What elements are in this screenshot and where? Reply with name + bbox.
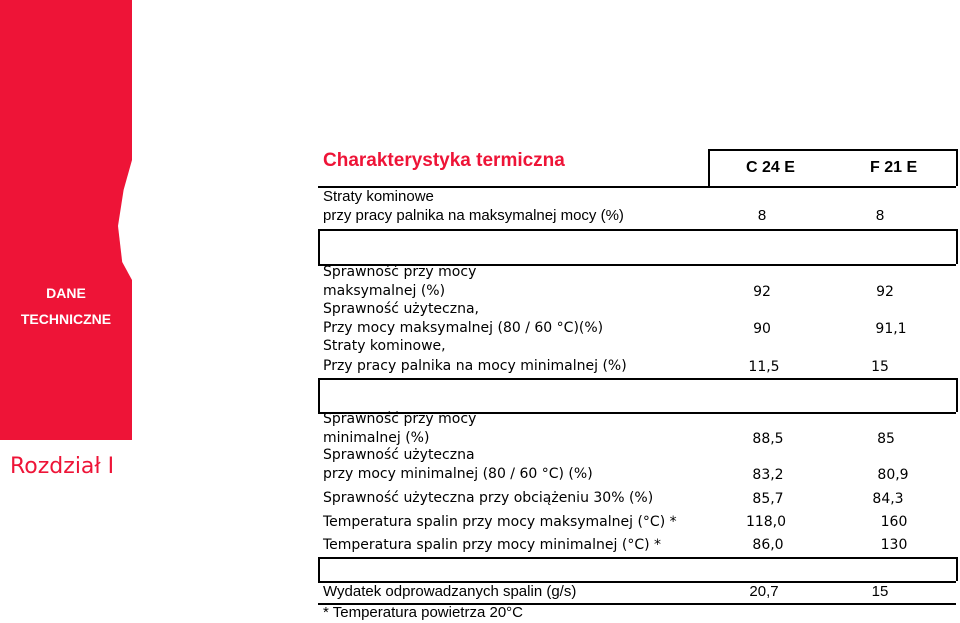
row-label: Sprawność użyteczna [323, 447, 475, 463]
cell-value: 11,5 [748, 359, 780, 375]
cell-value: 85,7 [752, 491, 784, 507]
table-rule [318, 229, 956, 231]
cell-value: 15 [871, 583, 889, 600]
row-label: Przy mocy maksymalnej (80 / 60 °C)(%) [323, 320, 604, 336]
section-label-line2: TECHNICZNE [20, 311, 112, 327]
column-header-f21e: F 21 E [870, 159, 918, 176]
cell-value: 130 [880, 537, 908, 553]
chapter-label: Rozdział I [10, 454, 115, 479]
table-rule [318, 378, 956, 380]
table-rule [708, 149, 956, 151]
column-header-c24e: C 24 E [746, 159, 795, 176]
section-label-line1: DANE [46, 285, 86, 301]
table-rule [318, 557, 956, 559]
row-label: Sprawność użyteczna przy obciążeniu 30% (%) [323, 490, 654, 506]
table-rule [956, 378, 958, 412]
row-label: Straty kominowe, [323, 338, 446, 354]
table-rule [956, 229, 958, 264]
cell-value: 88,5 [752, 431, 784, 447]
cell-value: 80,9 [877, 467, 909, 483]
cell-value: 8 [875, 207, 885, 224]
cell-value: 90 [753, 321, 771, 337]
row-label: przy pracy palnika na maksymalnej mocy (%) [323, 207, 624, 224]
page-title: Charakterystyka termiczna [323, 150, 565, 171]
table-rule [318, 378, 320, 412]
table-rule [956, 557, 958, 581]
cell-value: 8 [757, 207, 767, 224]
cell-value: 92 [876, 284, 894, 300]
cell-value: 92 [753, 284, 771, 300]
cell-value: 86,0 [752, 537, 784, 553]
table-rule [708, 149, 710, 186]
row-label: Sprawność przy mocy [323, 411, 477, 427]
cell-value: 20,7 [749, 583, 779, 600]
side-color-band [0, 0, 132, 440]
row-label: Temperatura spalin przy mocy minimalnej (°C) * [323, 537, 662, 553]
row-label: maksymalnej (%) [323, 283, 446, 299]
table-rule [318, 557, 320, 581]
row-label: Temperatura spalin przy mocy maksymalnej (°C) * [323, 514, 677, 530]
cell-value: 160 [880, 514, 908, 530]
row-label: Wydatek odprowadzanych spalin (g/s) [323, 583, 577, 600]
cell-value: 118,0 [745, 514, 787, 530]
cell-value: 83,2 [752, 467, 784, 483]
row-label: przy mocy minimalnej (80 / 60 °C) (%) [323, 466, 593, 482]
cell-value: 85 [877, 431, 895, 447]
row-label: Sprawność użyteczna, [323, 301, 479, 317]
cell-value: 15 [871, 359, 889, 375]
row-label: Przy pracy palnika na mocy minimalnej (%) [323, 358, 627, 374]
cell-value: 91,1 [875, 321, 907, 337]
row-label: minimalnej (%) [323, 430, 430, 446]
row-label: Straty kominowe [323, 188, 434, 205]
table-rule [318, 229, 320, 264]
cell-value: 84,3 [872, 491, 904, 507]
row-label: Sprawność przy mocy [323, 264, 477, 280]
table-rule [956, 149, 958, 186]
footnote: * Temperatura powietrza 20°C [323, 604, 523, 621]
